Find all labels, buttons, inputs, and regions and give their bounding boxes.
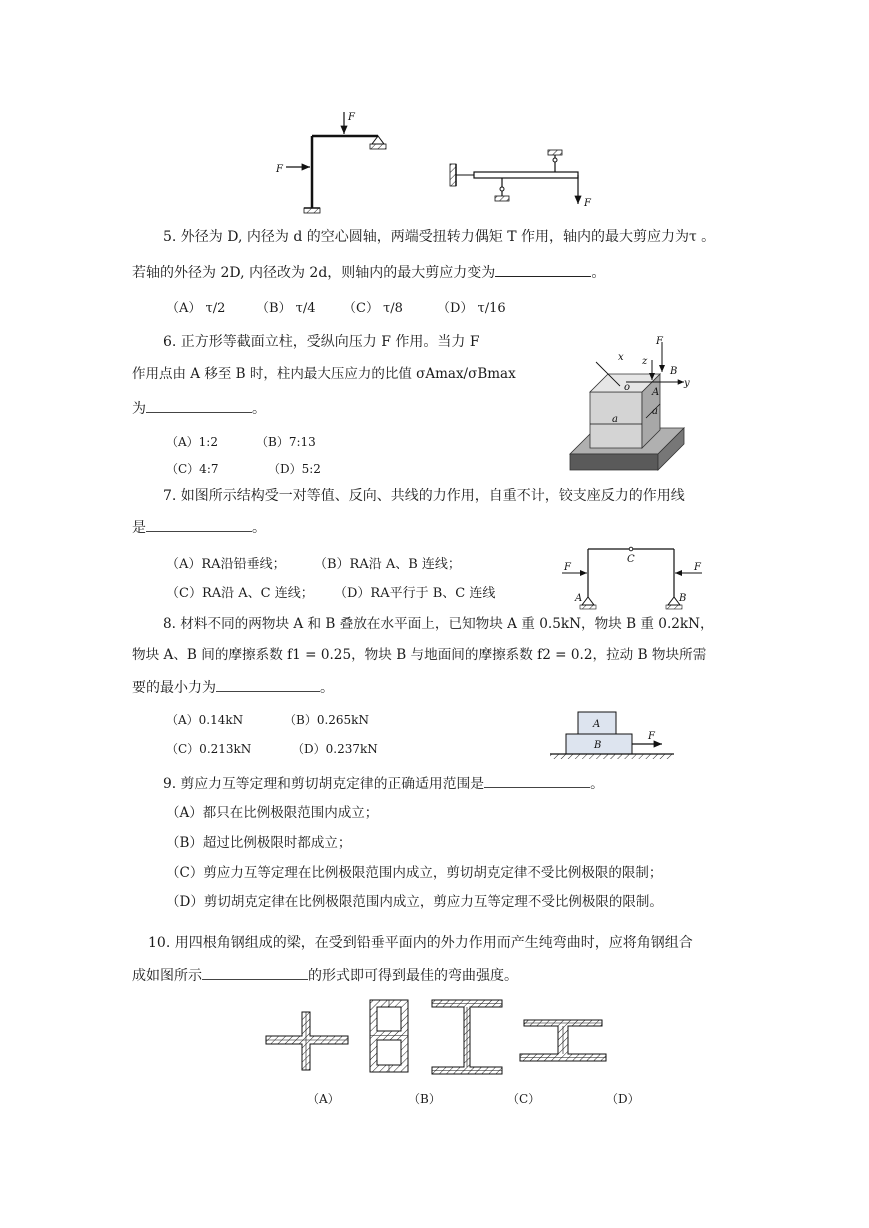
- q6-line2: 作用点由 A 移至 B 时，柱内最大压应力的比值 σAmax/σBmax: [132, 366, 516, 382]
- block-b-label: B: [594, 740, 602, 751]
- column-label-a-side: a: [652, 406, 658, 417]
- q6-option-a[interactable]: （A）1:2: [166, 435, 218, 449]
- q7-option-a[interactable]: （A）RA沿铅垂线；: [166, 557, 286, 572]
- q5-line2: [132, 262, 605, 283]
- q8-line1: 8. 材料不同的两物块 A 和 B 叠放在水平面上，已知物块 A 重 0.5kN，物块 B 重 0.2kN，: [163, 616, 714, 632]
- q6-answer-blank[interactable]: [146, 398, 252, 413]
- column-label-y: y: [684, 378, 690, 389]
- frame-force-label-top: F: [348, 112, 355, 123]
- q6-option-c[interactable]: （C）4:7: [166, 462, 219, 476]
- arch-label-b: B: [679, 593, 687, 604]
- section-a-label[interactable]: （A）: [307, 1092, 340, 1106]
- q9-line1-end: 。: [590, 776, 604, 792]
- q8-answer-blank[interactable]: [216, 677, 320, 692]
- blocks-figure: [548, 708, 678, 762]
- section-a-cross: [262, 1010, 352, 1072]
- q7-option-b[interactable]: （B）RA沿 A、B 连线；: [314, 557, 461, 572]
- arch-label-a: A: [575, 593, 583, 604]
- q5-option-c[interactable]: （C） τ/8: [343, 301, 403, 316]
- q9-line1: [163, 773, 604, 794]
- column-label-a-front: a: [612, 414, 618, 425]
- q6-line3: [132, 398, 266, 419]
- section-d-label[interactable]: （D）: [606, 1092, 640, 1106]
- block-a-label: A: [593, 719, 601, 730]
- section-c-label[interactable]: （C）: [507, 1092, 541, 1106]
- column-label-x: x: [618, 352, 624, 363]
- q9-option-c[interactable]: （C）剪应力互等定理在比例极限范围内成立，剪切胡克定律不受比例极限的限制；: [166, 865, 663, 881]
- q9-line1-text: 9. 剪应力互等定理和剪切胡克定律的正确适用范围是: [163, 776, 485, 792]
- q8-line3-end: 。: [320, 680, 334, 696]
- section-b-box: [368, 998, 412, 1076]
- q8-option-c[interactable]: （C）0.213kN: [166, 742, 252, 756]
- q5-option-b[interactable]: （B） τ/4: [256, 301, 316, 316]
- arch-figure: [556, 543, 716, 613]
- column-label-b: B: [670, 366, 678, 377]
- q8-line2: 物块 A、B 间的摩擦系数 f1 = 0.25，物块 B 与地面间的摩擦系数 f2 = 0.2，拉动 B 物块所需: [132, 647, 707, 663]
- section-c-ibeam: [430, 998, 506, 1076]
- q7-option-c[interactable]: （C）RA沿 A、C 连线；: [166, 586, 314, 601]
- q9-answer-blank[interactable]: [484, 773, 590, 788]
- q8-line3-start: 要的最小力为: [132, 680, 216, 696]
- q5-answer-blank[interactable]: [495, 262, 591, 277]
- section-d-shape: [516, 1018, 610, 1064]
- frame-force-label-left: F: [276, 164, 283, 175]
- beam-force-label: F: [584, 198, 591, 209]
- blocks-force-label: F: [648, 731, 655, 742]
- q7-answer-blank[interactable]: [146, 517, 252, 532]
- column-label-z: z: [642, 356, 648, 367]
- q5-line2-text: 若轴的外径为 2D, 内径改为 2d，则轴内的最大剪应力变为: [132, 265, 496, 281]
- q6-option-b[interactable]: （B）7:13: [256, 435, 316, 449]
- q5-line2-end: 。: [591, 265, 606, 281]
- arch-label-f-left: F: [564, 562, 571, 573]
- q10-line1: 10. 用四根角钢组成的梁，在受到铅垂平面内的外力作用而产生纯弯曲时，应将角钢组合: [148, 935, 693, 951]
- q10-line2-start: 成如图所示: [132, 968, 202, 984]
- q5-line1: 5. 外径为 D, 内径为 d 的空心圆轴，两端受扭转力偶矩 T 作用，轴内的最大剪应力为τ 。: [163, 229, 716, 245]
- q9-option-a[interactable]: （A）都只在比例极限范围内成立；: [166, 805, 379, 821]
- column-figure: [566, 336, 690, 476]
- q8-option-a[interactable]: （A）0.14kN: [166, 713, 244, 727]
- q6-line3-start: 为: [132, 401, 146, 417]
- arch-label-f-right: F: [694, 562, 701, 573]
- q7-option-d[interactable]: （D）RA平行于 B、C 连线: [334, 586, 496, 601]
- q6-line3-end: 。: [252, 401, 266, 417]
- q6-option-d[interactable]: （D）5:2: [268, 462, 321, 476]
- q9-option-d[interactable]: （D）剪切胡克定律在比例极限范围内成立，剪应力互等定理不受比例极限的限制。: [166, 894, 663, 910]
- q7-line1: 7. 如图所示结构受一对等值、反向、共线的力作用，自重不计，铰支座反力的作用线: [163, 488, 685, 504]
- q5-option-a[interactable]: （A） τ/2: [166, 301, 226, 316]
- q10-answer-blank[interactable]: [202, 965, 308, 980]
- q8-option-b[interactable]: （B）0.265kN: [284, 713, 369, 727]
- column-label-o: o: [624, 382, 631, 393]
- section-b-label[interactable]: （B）: [408, 1092, 441, 1106]
- q8-line3: [132, 677, 334, 698]
- q10-line2: [132, 965, 518, 986]
- arch-label-c: C: [627, 554, 635, 565]
- q10-line2-end: 的形式即可得到最佳的弯曲强度。: [308, 968, 518, 984]
- column-label-a: A: [652, 387, 660, 398]
- frame-figure: [270, 108, 400, 216]
- q8-option-d[interactable]: （D）0.237kN: [292, 742, 378, 756]
- q7-line2-start: 是: [132, 520, 146, 536]
- q5-option-d[interactable]: （D） τ/16: [437, 301, 506, 316]
- q9-option-b[interactable]: （B）超过比例极限时都成立；: [166, 835, 352, 851]
- column-label-f: F: [656, 336, 663, 347]
- q7-line2-end: 。: [252, 520, 266, 536]
- q7-line2: [132, 517, 266, 538]
- beam-figure: [446, 148, 596, 210]
- q6-line1: 6. 正方形等截面立柱，受纵向压力 F 作用。当力 F: [163, 334, 480, 350]
